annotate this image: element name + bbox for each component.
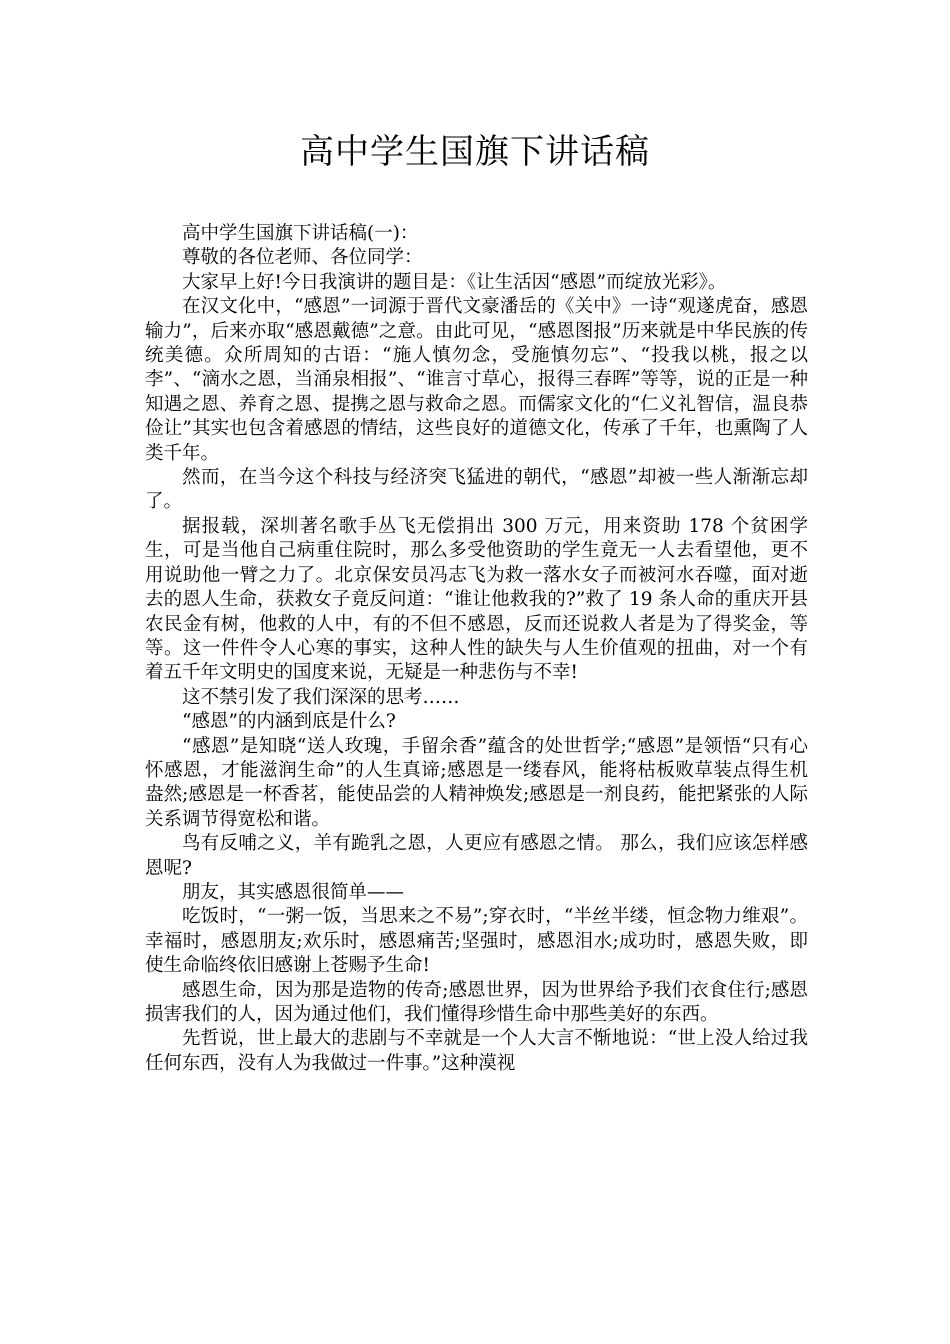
paragraph-gratitude-life: 感恩生命，因为那是造物的传奇;感恩世界，因为世界给予我们衣食住行;感恩损害我们的人，因为通过他们，我们懂得珍惜生命中那些美好的东西。 bbox=[145, 979, 808, 1025]
paragraph-greeting: 大家早上好!今日我演讲的题目是：《让生活因“感恩”而绽放光彩》。 bbox=[182, 271, 727, 293]
paragraph-question: “感恩”的内涵到底是什么? bbox=[182, 711, 396, 733]
paragraph-origin-of-gratitude: 在汉文化中，“感恩”一词源于晋代文豪潘岳的《关中》一诗“观遂虎奋，感恩输力”，后来亦取“感恩戴德”之意。由此可见，“感恩图报”历来就是中华民族的传统美德。众所周知的古语：“施人慎勿念，受施慎勿忘”、“投我以桃，报之以李”、“滴水之恩，当涌泉相报”、“谁言寸草心，报得三春晖”等等，说的正是一种知遇之恩、养育之恩、提携之恩与救命之恩。而儒家文化的“仁义礼智信，温良恭俭让”其实也包含着感恩的情结，这些良好的道德文化，传承了千年，也熏陶了人类千年。 bbox=[145, 296, 808, 464]
paragraph-news-examples: 据报载，深圳著名歌手丛飞无偿捐出 300 万元，用来资助 178 个贫困学生，可是当他自己病重住院时，那么多受他资助的学生竟无一人去看望他，更不用说助他一臂之力了。北京保安员冯志飞为救一落水女子而被河水吞噬，面对逝去的恩人生命，获救女子竟反问道：“谁让他救我的?”救了 19 条人命的重庆开县农民金有树，他救的人中，有的不但不感恩，反而还说救人者是为了得奖金，等等。这一件件令人心寒的事实，这种人性的缺失与人生价值观的扭曲，对一个有着五千年文明史的国度来说，无疑是一种悲伤与不幸! bbox=[145, 515, 808, 684]
paragraph-how-to-thank: 鸟有反哺之义，羊有跪乳之恩，人更应有感恩之情。 那么，我们应该怎样感恩呢? bbox=[145, 833, 808, 879]
paragraph-forgotten: 然而，在当今这个科技与经济突飞猛进的朝代，“感恩”却被一些人渐渐忘却了。 bbox=[145, 467, 808, 513]
paragraph-simple: 朋友，其实感恩很简单—— bbox=[182, 881, 405, 903]
document-body bbox=[145, 222, 808, 1076]
paragraph-heading: 高中学生国旗下讲话稿(一)： bbox=[182, 223, 419, 244]
paragraph-philosopher: 先哲说，世上最大的悲剧与不幸就是一个人大言不惭地说：“世上没人给过我任何东西，没有人为我做过一件事。”这种漠视 bbox=[145, 1028, 808, 1074]
paragraph-salutation: 尊敬的各位老师、各位同学： bbox=[182, 247, 423, 269]
paragraph-daily-gratitude: 吃饭时，“一粥一饭，当思来之不易”;穿衣时，“半丝半缕，恒念物力维艰”。幸福时，感恩朋友;欢乐时，感恩痛苦;坚强时，感恩泪水;成功时，感恩失败，即使生命临终依旧感谢上苍赐予生命! bbox=[145, 906, 808, 977]
document-title: 高中学生国旗下讲话稿 bbox=[300, 132, 650, 172]
paragraph-reflection: 这不禁引发了我们深深的思考…… bbox=[182, 686, 460, 708]
paragraph-meaning: “感恩”是知晓“送人玫瑰，手留余香”蕴含的处世哲学;“感恩”是领悟“只有心怀感恩，才能滋润生命”的人生真谛;感恩是一缕春风，能将枯板败草装点得生机盎然;感恩是一杯香茗，能使品尝的人精神焕发;感恩是一剂良药，能把紧张的人际关系调节得宽松和谐。 bbox=[145, 735, 808, 830]
